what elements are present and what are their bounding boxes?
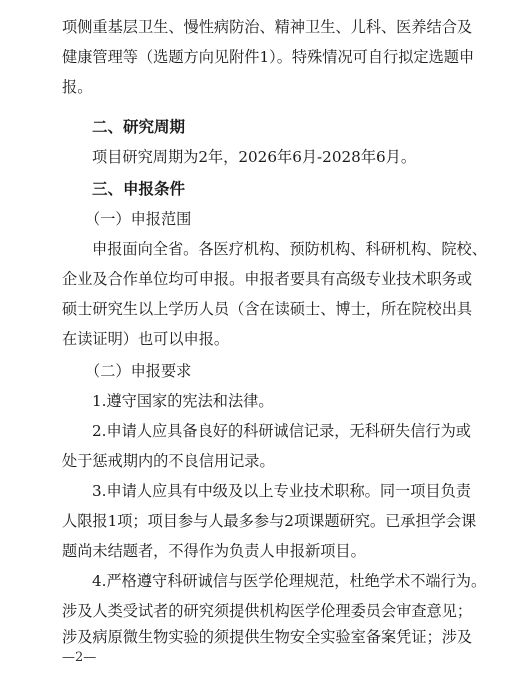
paragraph-line: 4.严格遵守科研诚信与医学伦理规范，杜绝学术不端行为。: [92, 572, 487, 590]
paragraph-line: 在读证明）也可以申报。: [62, 330, 230, 348]
paragraph-line: 硕士研究生以上学历人员（含在读硕士、博士，所在院校出具: [62, 300, 473, 318]
section-heading: 二、研究周期: [92, 118, 186, 136]
paragraph-line: 报。: [62, 78, 93, 96]
paragraph-line: 健康管理等（选题方向见附件1）。特殊情况可自行拟定选题申: [62, 48, 475, 66]
section-heading: 三、申报条件: [92, 180, 186, 198]
paragraph-line: 1.遵守国家的宪法和法律。: [92, 392, 274, 410]
paragraph-line: 企业及合作单位均可申报。申报者要具有高级专业技术职务或: [62, 270, 473, 288]
paragraph-line: 3.申请人应具有中级及以上专业技术职称。同一项目负责: [92, 482, 471, 500]
paragraph-line: 处于惩戒期内的不良信用记录。: [62, 452, 275, 470]
paragraph-line: 人限报1项；项目参与人最多参与2项课题研究。已承担学会课: [62, 512, 477, 530]
subsection-heading: （二）申报要求: [85, 362, 192, 380]
paragraph-line: 题尚未结题者，不得作为负责人申报新项目。: [62, 542, 366, 560]
paragraph-line: 涉及病原微生物实验的须提供生物安全实验室备案凭证；涉及: [62, 628, 473, 646]
page-number: —2—: [62, 650, 97, 665]
subsection-heading: （一）申报范围: [85, 210, 192, 228]
paragraph-line: 涉及人类受试者的研究须提供机构医学伦理委员会审查意见；: [62, 602, 473, 620]
paragraph-line: 2.申请人应具备良好的科研诚信记录，无科研失信行为或: [92, 422, 471, 440]
paragraph-line: 项侧重基层卫生、慢性病防治、精神卫生、儿科、医养结合及: [62, 18, 473, 36]
paragraph-line: 申报面向全省。各医疗机构、预防机构、科研机构、院校、: [92, 240, 487, 258]
paragraph-line: 项目研究周期为2年，2026年6月-2028年6月。: [92, 148, 417, 166]
